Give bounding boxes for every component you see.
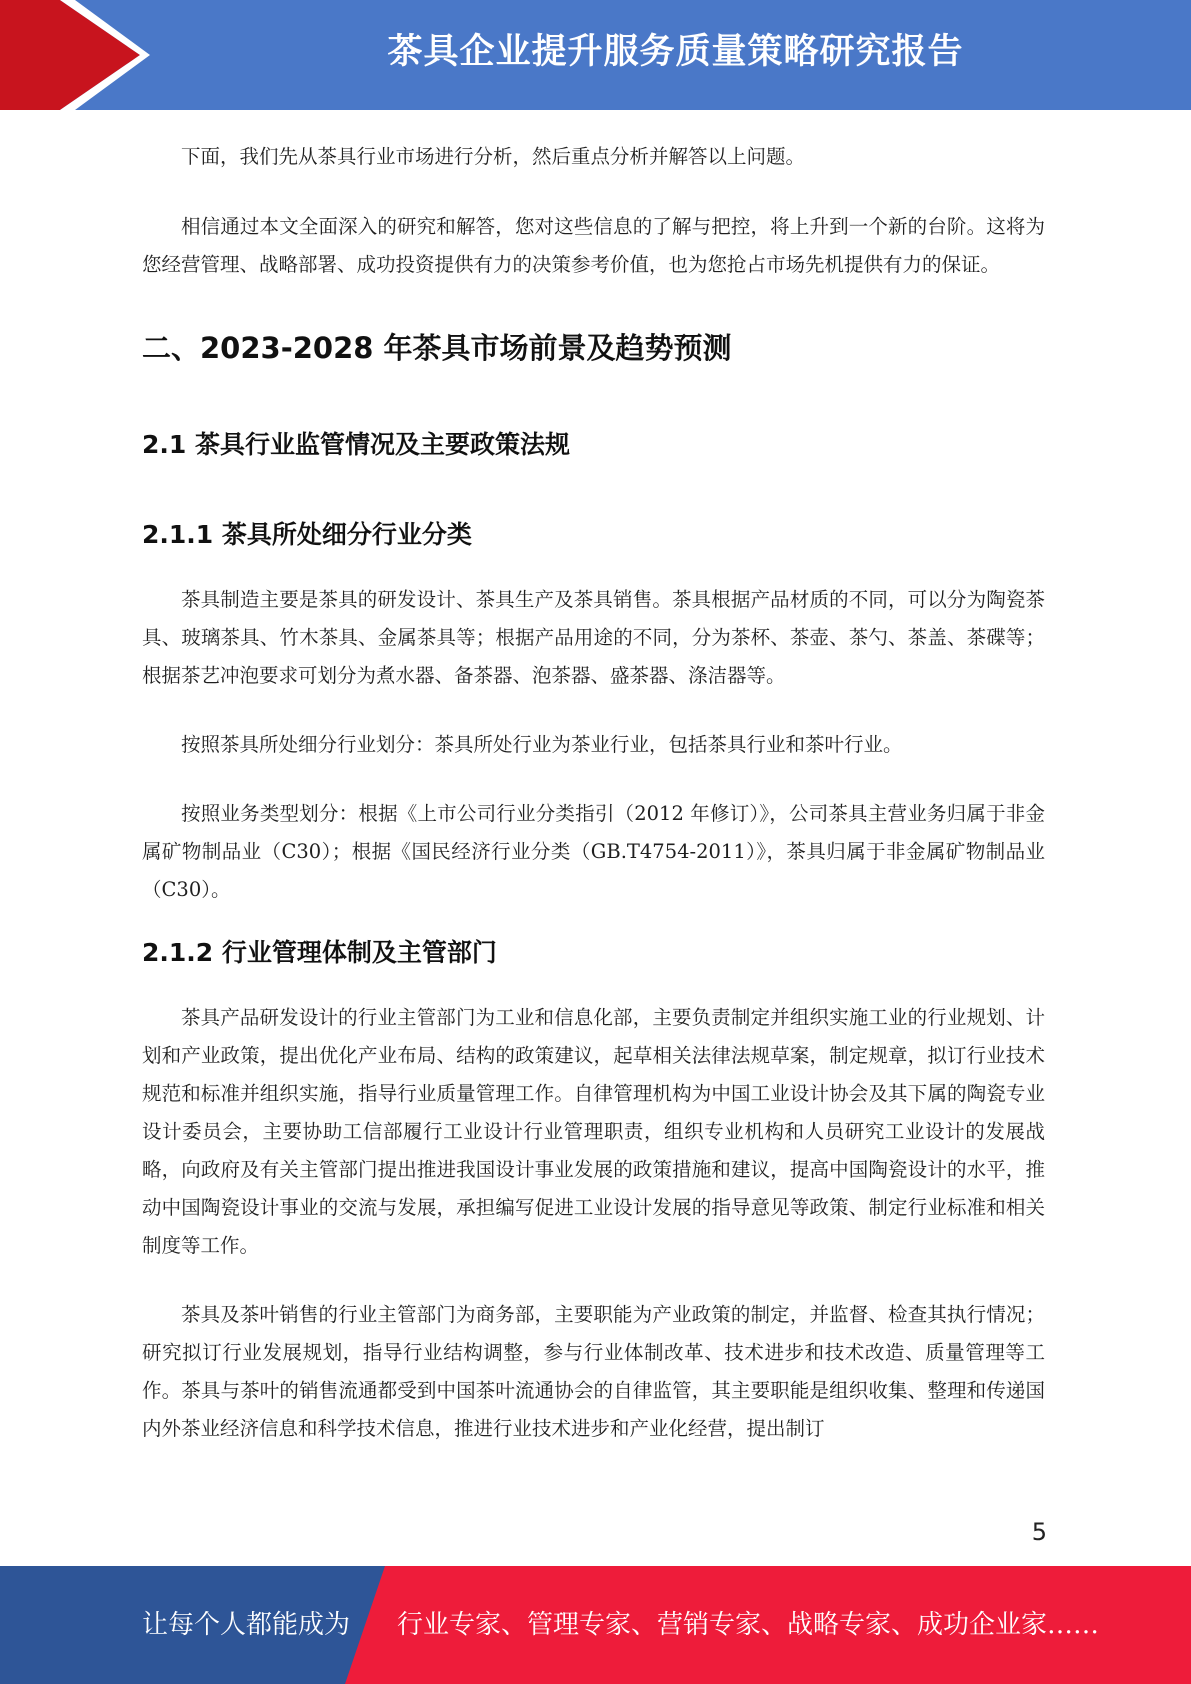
- paragraph-management-design: 茶具产品研发设计的行业主管部门为工业和信息化部，主要负责制定并组织实施工业的行业规划、计划和产业政策，提出优化产业布局、结构的政策建议，起草相关法律法规草案，制定规章，拟订行业技术规范和标准并组织实施，指导行业质量管理工作。自律管理机构为中国工业设计协会及其下属的陶瓷专业设计委员会，主要协助工信部履行工业设计行业管理职责，组织专业机构和人员研究工业设计的发展战略，向政府及有关主管部门提出推进我国设计事业发展的政策措施和建议，提高中国陶瓷设计的水平，推动中国陶瓷设计事业的交流与发展，承担编写促进工业设计发展的指导意见等政策、制定行业标准和相关制度等工作。: [142, 1006, 1045, 1257]
- page-header: [0, 0, 1191, 110]
- subsection-heading-2-1-1: 2.1.1 茶具所处细分行业分类: [142, 520, 472, 549]
- paragraph-management-sales: 茶具及茶叶销售的行业主管部门为商务部，主要职能为产业政策的制定，并监督、检查其执行情况；研究拟订行业发展规划，指导行业结构调整，参与行业体制改革、技术进步和技术改造、质量管理等工作。茶具与茶叶的销售流通都受到中国茶叶流通协会的自律监管，其主要职能是组织收集、整理和传递国内外茶业经济信息和科学技术信息，推进行业技术进步和产业化经营，提出制订: [142, 1303, 1045, 1440]
- section-heading-2: 二、2023-2028 年茶具市场前景及趋势预测: [142, 331, 732, 365]
- paragraph-classification: 茶具制造主要是茶具的研发设计、茶具生产及茶具销售。茶具根据产品材质的不同，可以分为陶瓷茶具、玻璃茶具、竹木茶具、金属茶具等；根据产品用途的不同，分为茶杯、茶壶、茶勺、茶盖、茶碟等；根据茶艺冲泡要求可划分为煮水器、备茶器、泡茶器、盛茶器、涤洁器等。: [142, 588, 1045, 687]
- header-chevron-decoration: [0, 0, 160, 110]
- subsection-heading-2-1-2: 2.1.2 行业管理体制及主管部门: [142, 938, 497, 967]
- paragraph-value: 相信通过本文全面深入的研究和解答，您对这些信息的了解与把控，将上升到一个新的台阶。这将为您经营管理、战略部署、成功投资提供有力的决策参考价值，也为您抢占市场先机提供有力的保证。: [142, 215, 1045, 276]
- footer-slogan-right: 行业专家、管理专家、营销专家、战略专家、成功企业家……: [397, 1610, 1100, 1640]
- page-footer: [0, 1566, 1191, 1684]
- page-number: 5: [1031, 1518, 1047, 1546]
- paragraph-intro: 下面，我们先从茶具行业市场进行分析，然后重点分析并解答以上问题。: [181, 145, 806, 168]
- subsection-heading-2-1: 2.1 茶具行业监管情况及主要政策法规: [142, 430, 570, 459]
- paragraph-business-type: 按照业务类型划分：根据《上市公司行业分类指引（2012 年修订）》，公司茶具主营业务归属于非金属矿物制品业（C30）；根据《国民经济行业分类（GB.T4754-2011）》，茶具归属于非金属矿物制品业（C30）。: [142, 802, 1045, 901]
- report-title: 茶具企业提升服务质量策略研究报告: [387, 32, 964, 72]
- document-body: [142, 130, 1045, 1448]
- paragraph-segment: 按照茶具所处细分行业划分：茶具所处行业为茶业行业，包括茶具行业和茶叶行业。: [181, 733, 903, 756]
- footer-slogan-left: 让每个人都能成为: [142, 1610, 351, 1640]
